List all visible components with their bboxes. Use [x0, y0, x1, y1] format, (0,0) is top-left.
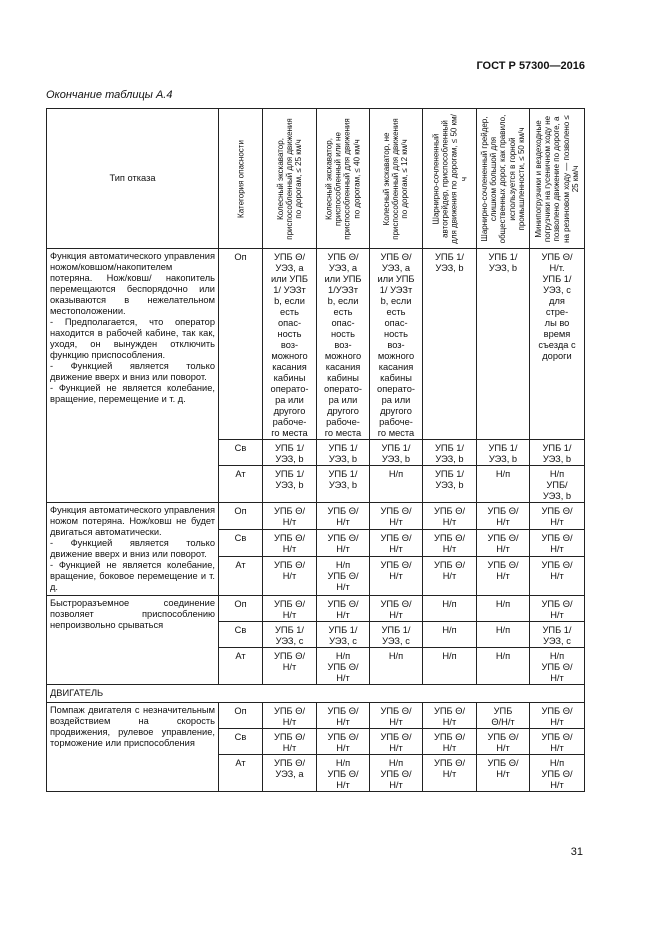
requirement-cell: УПБ Θ/ Н/т: [263, 703, 317, 729]
requirement-cell: УПБ Θ/ Н/т: [423, 530, 477, 557]
requirement-cell: УПБ 1/ УЭЗ, b: [263, 440, 317, 466]
requirement-cell: УПБ Θ/ Н/т: [530, 557, 585, 596]
table-row: [47, 703, 585, 729]
col-header-machine-5: [477, 109, 530, 249]
requirement-cell: УПБ Θ/ УЭЗ, a или УПБ 1/ УЭЗт b, если есть опас- ность воз- можного касания кабины операто- ра или другого рабоче- го места: [263, 249, 317, 440]
requirement-cell: Н/п: [477, 648, 530, 685]
requirement-cell: УПБ Θ/ Н/т: [317, 503, 370, 530]
requirement-cell: УПБ Θ/ Н/т: [317, 596, 370, 622]
col-header-machine-1: [263, 109, 317, 249]
requirement-cell: УПБ Θ/ Н/т: [370, 503, 423, 530]
hazard-category-cell: Св: [219, 440, 263, 466]
requirement-cell: УПБ Θ/ УЭЗ, a или УПБ 1/УЭЗт b, если есть опас- ность воз- можного касания кабины операто- ра или другого рабоче- го места: [317, 249, 370, 440]
requirement-cell: УПБ 1/ УЭЗ, b: [423, 249, 477, 440]
requirement-cell: УПБ Θ/ Н/т: [423, 557, 477, 596]
requirement-cell: УПБ Θ/ Н/т: [370, 703, 423, 729]
header-row: [47, 109, 585, 249]
col-header-label: Колесный экскаватор, приспособленный для движения по дорогам, ≤ 25 км/ч: [275, 117, 304, 240]
hazard-category-cell: Св: [219, 729, 263, 755]
requirement-cell: УПБ Θ/ Н/т: [263, 729, 317, 755]
hazard-category-cell: Ат: [219, 755, 263, 792]
col-header-label: Минипогрузчики и вездеходные погрузчики на гусеничном ходу не позволено движение по дороге, а на резиновом ходу — позволено ≤ 25 км/ч: [533, 114, 580, 243]
requirement-cell: УПБ Θ/ Н/т: [477, 729, 530, 755]
requirement-cell: УПБ 1/ УЭЗ, b: [477, 440, 530, 466]
requirement-cell: УПБ 1/ УЭЗ, b: [317, 440, 370, 466]
requirement-cell: УПБ Θ/ Н/т: [530, 530, 585, 557]
failure-description: Функция автоматического управления ножом/ковшом/накопителем потеряна. Нож/ковш/ накопитель перемещаются беспорядочно или оказываются в нежелательном местоположении. - Предполагается, что оператор находится в рабочей кабине, так как, уходя, он вынужден отключить функцию приспособления. - Функцией является только движение вверх и вниз или поворот. - Функцией не является колебание, вращение, перемещение и т. д.: [47, 249, 219, 503]
requirement-cell: УПБ Θ/Н/т: [477, 703, 530, 729]
requirement-cell: Н/п: [477, 466, 530, 503]
requirement-cell: УПБ Θ/ Н/т: [370, 530, 423, 557]
requirement-cell: Н/п: [370, 466, 423, 503]
requirement-cell: УПБ 1/ УЭЗ, b: [317, 466, 370, 503]
requirement-cell: УПБ Θ/ Н/т. УПБ 1/ УЭЗ, c для стре- лы во время съезда с дороги: [530, 249, 585, 440]
requirement-cell: Н/п УПБ Θ/ Н/т: [530, 648, 585, 685]
requirement-cell: УПБ Θ/ Н/т: [423, 729, 477, 755]
requirement-cell: Н/п: [423, 596, 477, 622]
requirement-cell: Н/п: [370, 648, 423, 685]
hazard-category-cell: Оп: [219, 249, 263, 440]
hazard-table: [46, 108, 585, 792]
requirement-cell: УПБ 1/ УЭЗ, b: [477, 249, 530, 440]
requirement-cell: УПБ Θ/ Н/т: [263, 557, 317, 596]
requirement-cell: Н/п УПБ/ УЭЗ, b: [530, 466, 585, 503]
col-header-machine-6: [530, 109, 585, 249]
requirement-cell: УПБ 1/ УЭЗ, b: [370, 440, 423, 466]
requirement-cell: УПБ Θ/ Н/т: [263, 648, 317, 685]
page-number: 31: [570, 846, 583, 858]
requirement-cell: УПБ Θ/ Н/т: [477, 755, 530, 792]
col-header-machine-3: [370, 109, 423, 249]
requirement-cell: УПБ 1/ УЭЗ, c: [370, 622, 423, 648]
requirement-cell: Н/п: [423, 648, 477, 685]
requirement-cell: Н/п УПБ Θ/ Н/т: [317, 648, 370, 685]
hazard-category-cell: Оп: [219, 703, 263, 729]
requirement-cell: УПБ Θ/ Н/т: [317, 729, 370, 755]
requirement-cell: УПБ 1/ УЭЗ, b: [423, 466, 477, 503]
col-header-failure-type: Тип отказа: [47, 109, 219, 249]
requirement-cell: Н/п УПБ Θ/ Н/т: [530, 755, 585, 792]
requirement-cell: УПБ 1/ УЭЗ, c: [530, 622, 585, 648]
col-header-label: Шарнирно-сочлененный автогрейдер, приспособленный для движения по дорогам, ≤ 50 км/ч: [431, 113, 468, 244]
col-header-machine-4: [423, 109, 477, 249]
section-title-engine: ДВИГАТЕЛЬ: [47, 685, 585, 703]
requirement-cell: УПБ Θ/ Н/т: [477, 503, 530, 530]
requirement-cell: Н/п УПБ Θ/ Н/т: [317, 755, 370, 792]
hazard-category-cell: Оп: [219, 503, 263, 530]
requirement-cell: УПБ 1/ УЭЗ, c: [263, 622, 317, 648]
requirement-cell: Н/п УПБ Θ/ Н/т: [370, 755, 423, 792]
requirement-cell: УПБ 1/ УЭЗ, b: [263, 466, 317, 503]
hazard-category-cell: Ат: [219, 466, 263, 503]
requirement-cell: УПБ Θ/ Н/т: [263, 530, 317, 557]
requirement-cell: УПБ 1/ УЭЗ, b: [530, 440, 585, 466]
requirement-cell: УПБ 1/ УЭЗ, c: [317, 622, 370, 648]
requirement-cell: УПБ Θ/ УЭЗ, a: [263, 755, 317, 792]
requirement-cell: УПБ Θ/ Н/т: [317, 530, 370, 557]
requirement-cell: УПБ Θ/ Н/т: [317, 703, 370, 729]
requirement-cell: УПБ Θ/ Н/т: [370, 596, 423, 622]
failure-description: Быстроразъемное соединение позволяет приспособлению непроизвольно срываться: [47, 596, 219, 685]
requirement-cell: УПБ Θ/ УЭЗ, a или УПБ 1/ УЭЗт b, если есть опас- ность воз- можного касания кабины операто- ра или другого рабоче- го места: [370, 249, 423, 440]
requirement-cell: УПБ Θ/ Н/т: [477, 530, 530, 557]
requirement-cell: УПБ 1/ УЭЗ, b: [423, 440, 477, 466]
col-header-machine-2: [317, 109, 370, 249]
hazard-category-cell: Св: [219, 622, 263, 648]
table-body: [47, 249, 585, 792]
requirement-cell: УПБ Θ/ Н/т: [530, 596, 585, 622]
table-row: [47, 596, 585, 622]
requirement-cell: УПБ Θ/ Н/т: [423, 755, 477, 792]
requirement-cell: Н/п УПБ Θ/ Н/т: [317, 557, 370, 596]
requirement-cell: УПБ Θ/ Н/т: [477, 557, 530, 596]
requirement-cell: Н/п: [477, 622, 530, 648]
hazard-category-cell: Ат: [219, 648, 263, 685]
requirement-cell: УПБ Θ/ Н/т: [530, 729, 585, 755]
requirement-cell: УПБ Θ/ Н/т: [263, 503, 317, 530]
requirement-cell: Н/п: [423, 622, 477, 648]
hazard-category-cell: Ат: [219, 557, 263, 596]
standard-header: ГОСТ Р 57300—2016: [476, 60, 585, 72]
requirement-cell: УПБ Θ/ Н/т: [370, 557, 423, 596]
table-caption: Окончание таблицы А.4: [46, 89, 173, 101]
col-header-label: Категория опасности: [235, 139, 245, 218]
table-row: [47, 249, 585, 440]
col-header-label: Колесный экскаватор, не приспособленный для движения по дорогам, ≤ 12 км/ч: [382, 117, 410, 240]
col-header-label: Колесный экскаватор, приспособленный или не приспособленный для движения по дорогам, ≤ 40 км/ч: [324, 117, 362, 240]
failure-description: Функция автоматического управления ножом потеряна. Нож/ковш не будет двигаться автоматически. - Функцией является только движение вверх и вниз или поворот. - Функцией не является колебание, вращение, боковое перемещение и т. д.: [47, 503, 219, 596]
table-row: [47, 503, 585, 530]
requirement-cell: Н/п: [477, 596, 530, 622]
requirement-cell: УПБ Θ/ Н/т: [370, 729, 423, 755]
requirement-cell: УПБ Θ/ Н/т: [423, 503, 477, 530]
hazard-category-cell: Св: [219, 530, 263, 557]
requirement-cell: УПБ Θ/ Н/т: [530, 503, 585, 530]
hazard-category-cell: Оп: [219, 596, 263, 622]
requirement-cell: УПБ Θ/ Н/т: [263, 596, 317, 622]
failure-description: Помпаж двигателя с незначительным воздействием на скорость продвижения, рулевое управление, торможение или приспособления: [47, 703, 219, 792]
section-row: [47, 685, 585, 703]
col-header-label: Шарнирно-сочлененный грейдер, слишком большой для общественных дорог, как правило, используется в горной промышленности, ≤ 50 км/ч: [479, 114, 526, 243]
requirement-cell: УПБ Θ/ Н/т: [530, 703, 585, 729]
requirement-cell: УПБ Θ/ Н/т: [423, 703, 477, 729]
col-header-hazard-category: [219, 109, 263, 249]
